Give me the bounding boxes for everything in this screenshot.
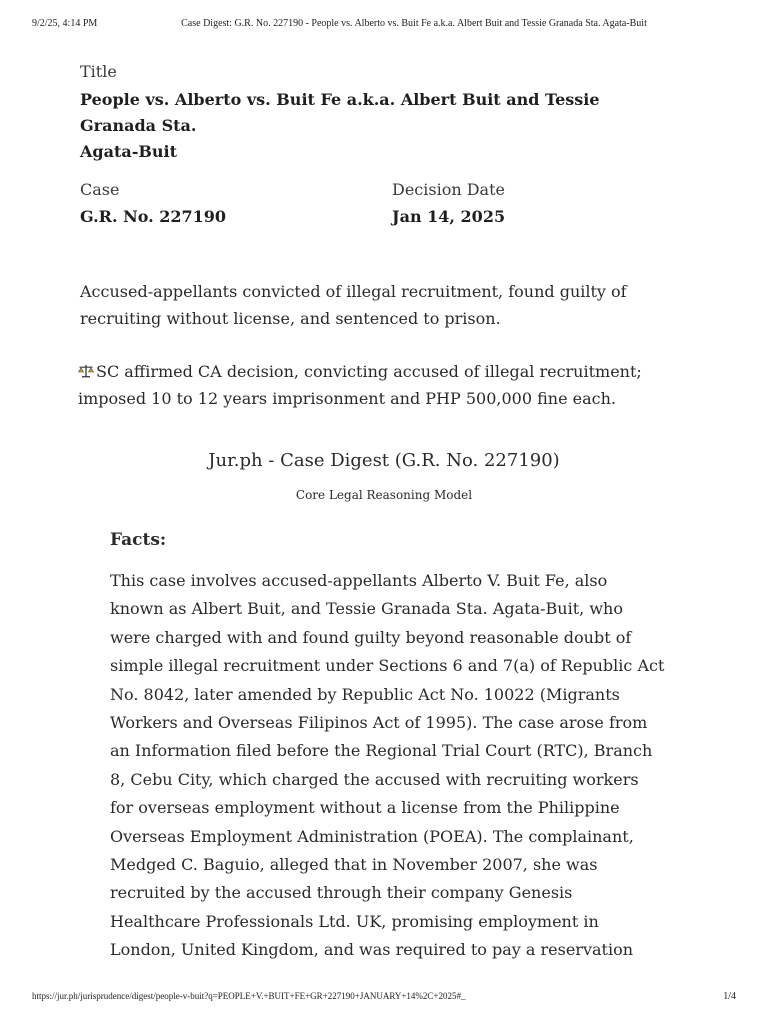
case-title-line: Agata-Buit	[80, 142, 177, 161]
facts-line: Medged C. Baguio, alleged that in November 2007, she was	[110, 855, 598, 875]
facts-heading: Facts:	[110, 530, 167, 550]
facts-line: known as Albert Buit, and Tessie Granada Sta. Agata-Buit, who	[110, 599, 623, 619]
case-number-section	[80, 178, 360, 230]
case-number: G.R. No. 227190	[80, 207, 227, 226]
facts-line: No. 8042, later amended by Republic Act No. 10022 (Migrants	[110, 684, 620, 704]
digest-title: Jur.ph - Case Digest (G.R. No. 227190)	[208, 450, 560, 471]
facts-line: Workers and Overseas Filipinos Act of 1995). The case arose from	[110, 713, 648, 733]
print-document-title: Case Digest: G.R. No. 227190 - People vs. Alberto vs. Buit Fe a.k.a. Albert Buit and Tessie Granada Sta. Agata-Buit	[181, 18, 647, 29]
facts-line: This case involves accused-appellants Alberto V. Buit Fe, also	[110, 571, 608, 590]
summary-line: Accused-appellants convicted of illegal recruitment, found guilty of	[80, 282, 627, 301]
print-footer	[32, 991, 736, 1005]
ruling-line: imposed 10 to 12 years imprisonment and PHP 500,000 fine each.	[78, 389, 616, 408]
decision-date-label: Decision Date	[392, 180, 505, 199]
facts-line: an Information filed before the Regional Trial Court (RTC), Branch	[110, 741, 653, 761]
summary-line: recruiting without license, and sentenced to prison.	[80, 309, 501, 328]
ruling-summary	[78, 358, 668, 412]
case-summary	[80, 278, 660, 332]
print-header	[32, 18, 736, 32]
facts-line: for overseas employment without a license from the Philippine	[110, 798, 620, 818]
case-title-line: People vs. Alberto vs. Buit Fe a.k.a. Albert Buit and Tessie Granada Sta.	[80, 90, 600, 135]
case-label: Case	[80, 180, 120, 199]
page-number: 1/4	[723, 991, 736, 1002]
title-label: Title	[80, 62, 117, 81]
decision-date-section	[392, 178, 672, 230]
facts-line: London, United Kingdom, and was required to pay a reservation	[110, 940, 633, 960]
facts-body	[110, 567, 670, 965]
print-datetime: 9/2/25, 4:14 PM	[32, 18, 98, 29]
case-title	[80, 87, 680, 165]
ruling-text: SC affirmed CA decision, convicting accused of illegal recruitment;	[96, 362, 642, 381]
ruling-line	[78, 358, 668, 385]
facts-line: Overseas Employment Administration (POEA). The complainant,	[110, 826, 634, 846]
scale-icon	[78, 359, 94, 373]
print-url: https://jur.ph/jurisprudence/digest/people-v-buit?q=PEOPLE+V.+BUIT+FE+GR+227190+JANUARY+14%2C+2025#_	[32, 991, 466, 1001]
digest-subtitle: Core Legal Reasoning Model	[295, 488, 473, 502]
title-section	[80, 60, 680, 165]
decision-date: Jan 14, 2025	[392, 207, 506, 226]
facts-line: Healthcare Professionals Ltd. UK, promising employment in	[110, 911, 599, 931]
facts-line: 8, Cebu City, which charged the accused with recruiting workers	[110, 769, 639, 789]
facts-line: simple illegal recruitment under Sections 6 and 7(a) of Republic Act	[110, 656, 665, 676]
facts-line: recruited by the accused through their company Genesis	[110, 883, 573, 903]
facts-line: were charged with and found guilty beyond reasonable doubt of	[110, 627, 632, 647]
